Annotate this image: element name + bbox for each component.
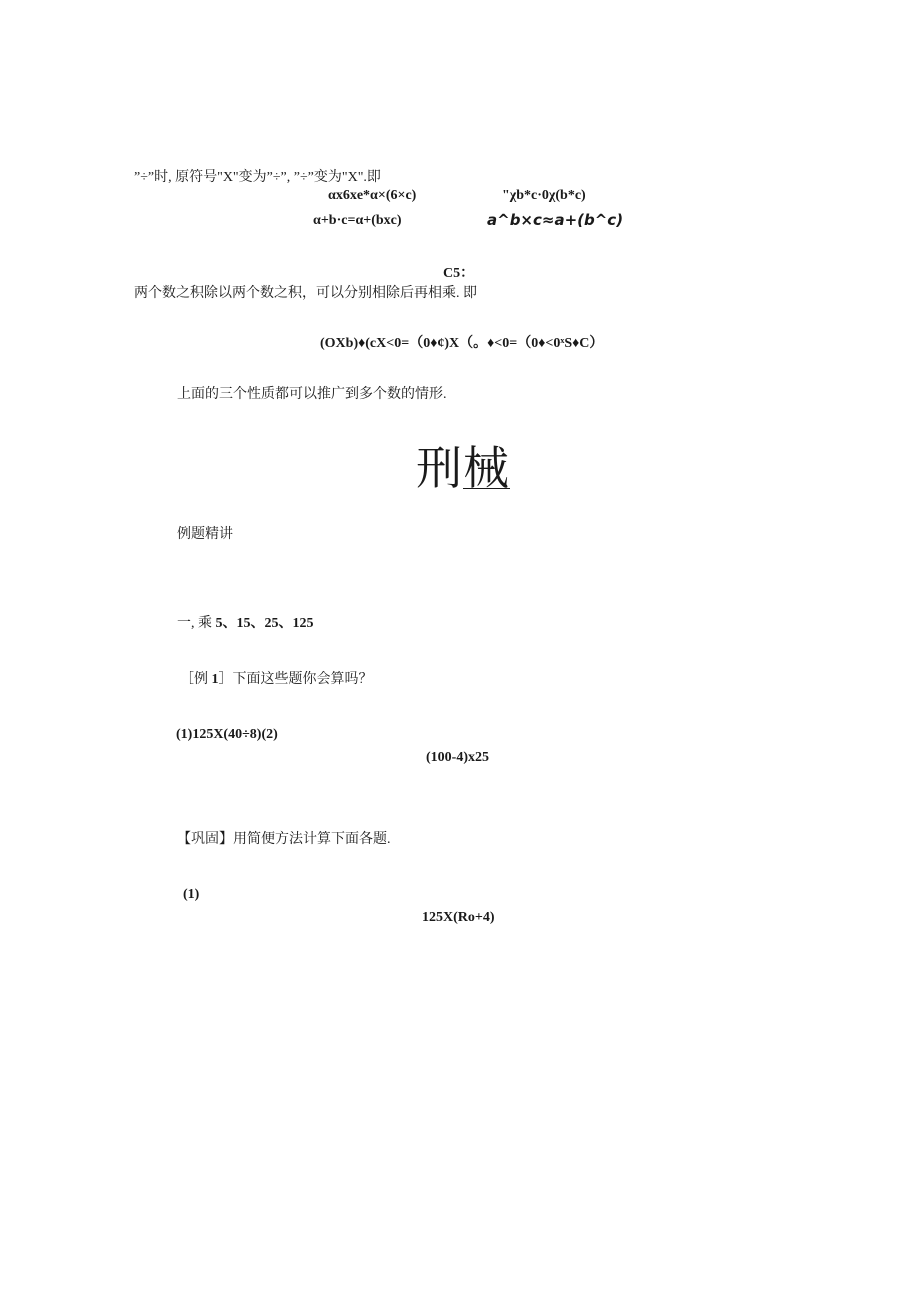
page-title: [416, 432, 510, 498]
problem-2: (100-4)x25: [426, 750, 489, 765]
section-one-prefix: 一, 乘: [177, 616, 216, 631]
rule-note: ”÷”时, 原符号"X"变为”÷”, ”÷”变为"X".即: [134, 170, 381, 185]
generalize-note: 上面的三个性质都可以推广到多个数的情形.: [177, 387, 447, 402]
example-1-text: ］下面这些题你会算吗？: [218, 672, 373, 687]
section-one-values: 5、15、25、125: [215, 616, 314, 631]
formula-1a: αx6xe*α×(6×c): [328, 188, 417, 203]
title-part-1: 刑: [416, 441, 463, 495]
formula-3: (OXb)♦(cX<0=（0♦¢)X（。♦<0=（0♦<0ˣS♦C）: [320, 336, 604, 351]
section-one-heading: [177, 612, 314, 632]
formula-1b: "χb*c·0χ(b*c): [502, 188, 586, 203]
consolidate-heading: 【巩固】用简便方法计算下面各题.: [177, 832, 391, 847]
practice-expression: 125X(Ro+4): [422, 910, 495, 925]
formula-2a: α+b·c=α+(bxc): [313, 213, 402, 228]
practice-label: (1): [183, 887, 200, 902]
example-1-open: ［例: [180, 672, 212, 687]
problem-1: (1)125X(40÷8)(2): [176, 727, 278, 742]
c5-description: 两个数之积除以两个数之积，可以分别相除后再相乘. 即: [134, 286, 477, 301]
formula-2b: a^b×c≈a+(b^c): [487, 211, 624, 229]
title-part-2: 械: [463, 441, 510, 495]
example-heading: 例题精讲: [177, 527, 233, 542]
example-1-number: 1: [211, 672, 219, 687]
section-c5-label: C5：: [443, 266, 475, 281]
example-1-prompt: [180, 668, 373, 688]
